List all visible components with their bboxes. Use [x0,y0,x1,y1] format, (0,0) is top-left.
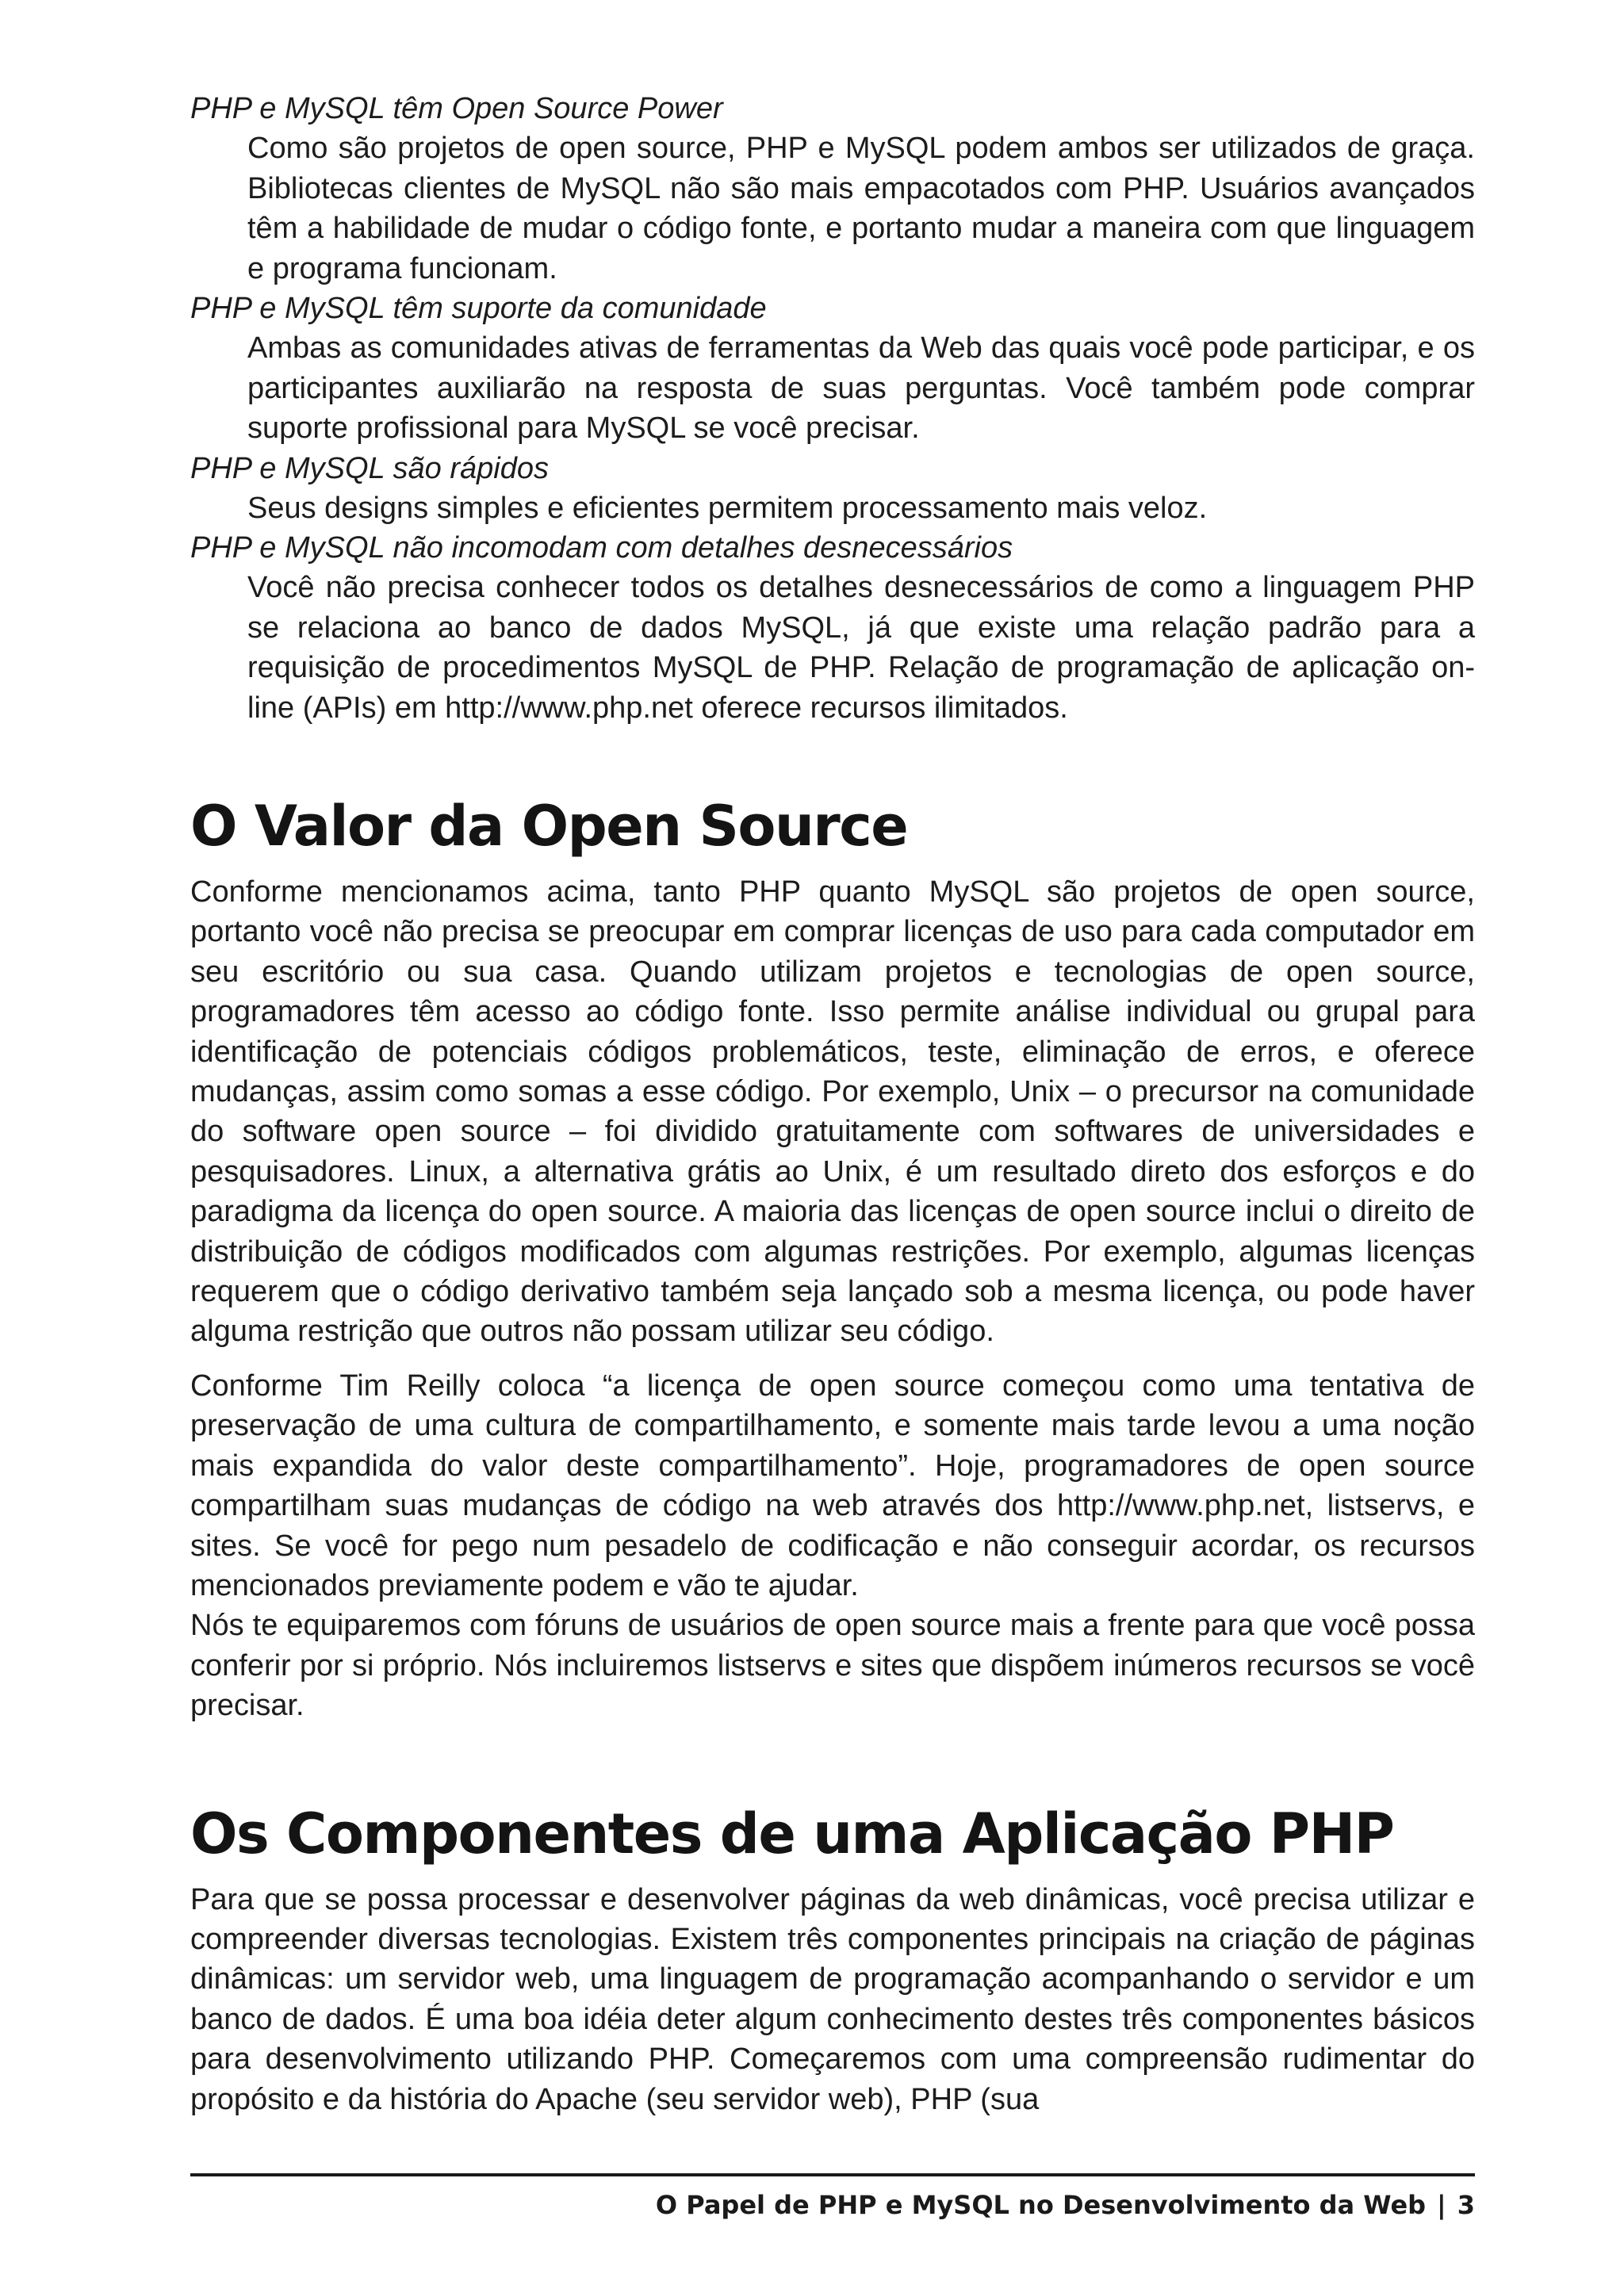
footer-separator: | [1437,2190,1446,2220]
page-number: 3 [1457,2190,1475,2220]
body-paragraph: Nós te equiparemos com fóruns de usuários de open source mais a frente para que você possa conferir por si próprio. Nós incluiremos listservs e sites que dispõem inúmeros recursos se você precisar. [190,1609,1475,1723]
body-paragraph: Conforme Tim Reilly coloca “a licença de open source começou como uma tentativa de preservação de uma cultura de compartilhamento, e somente mais tarde levou a uma noção mais expandida do valor deste compartilhamento”. Hoje, programadores de open source compartilham suas mudanças de código na web através dos http://www.php.net, listservs, e sites. Se você for pego num pesadelo de codificação e não conseguir acordar, os recursos mencionados previamente podem e vão te ajudar. [190,1369,1475,1602]
definition-term: PHP e MySQL não incomodam com detalhes desnecessários [190,531,1013,565]
definition-description: Ambas as comunidades ativas de ferramentas da Web das quais você pode participar, e os participantes auxiliarão na resposta de suas perguntas. Você também pode comprar suporte profissional para MySQL se você precisar. [247,331,1475,445]
body-paragraph: Para que se possa processar e desenvolver páginas da web dinâmicas, você precisa utilizar e compreender diversas tecnologias. Existem três componentes principais na criação de páginas dinâmicas: um servidor web, uma linguagem de programação acompanhando o servidor e um banco de dados. É uma boa idéia deter algum conhecimento destes três componentes básicos para desenvolvimento utilizando PHP. Começaremos com uma compreensão rudimentar do propósito e da história do Apache (seu servidor web), PHP (sua [190,1882,1475,2116]
definition-term: PHP e MySQL têm suporte da comunidade [190,292,767,325]
section-heading-open-source-value: O Valor da Open Source [190,794,908,859]
page-content [190,89,1475,2119]
definition-description: Você não precisa conhecer todos os detalhes desnecessários de como a linguagem PHP se relaciona ao banco de dados MySQL, já que existe uma relação padrão para a requisição de procedimentos MySQL de PHP. Relação de programação de aplicação on-line (APIs) em http://www.php.net oferece recursos ilimitados. [247,571,1475,725]
running-title: O Papel de PHP e MySQL no Desenvolvimento da Web [655,2190,1427,2220]
definition-term: PHP e MySQL são rápidos [190,451,549,485]
definition-list [190,89,1475,728]
body-paragraph: Conforme mencionamos acima, tanto PHP quanto MySQL são projetos de open source, portanto você não precisa se preocupar em comprar licenças de uso para cada computador em seu escritório ou sua casa. Quando utilizam projetos e tecnologias de open source, programadores têm acesso ao código fonte. Isso permite análise individual ou grupal para identificação de potenciais códigos problemáticos, teste, eliminação de erros, e oferece mudanças, assim como somas a esse código. Por exemplo, Unix – o precursor na comunidade do software open source – foi dividido gratuitamente com softwares de universidades e pesquisadores. Linux, a alternativa grátis ao Unix, é um resultado direto dos esforços e do paradigma da licença do open source. A maioria das licenças de open source inclui o direito de distribuição de códigos modificados com algumas restrições. Por exemplo, algumas licenças requerem que o código derivativo também seja lançado sob a mesma licença, ou pode haver alguma restrição que outros não possam utilizar seu código. [190,875,1475,1349]
definition-description: Como são projetos de open source, PHP e MySQL podem ambos ser utilizados de graça. Bibliotecas clientes de MySQL não são mais empacotados com PHP. Usuários avançados têm a habilidade de mudar o código fonte, e portanto mudar a maneira com que linguagem e programa funcionam. [247,132,1475,285]
definition-description: Seus designs simples e eficientes permitem processamento mais veloz. [247,491,1208,525]
section-heading-php-components: Os Componentes de uma Aplicação PHP [190,1801,1394,1866]
definition-term: PHP e MySQL têm Open Source Power [190,92,723,125]
page-footer [190,2173,1475,2222]
